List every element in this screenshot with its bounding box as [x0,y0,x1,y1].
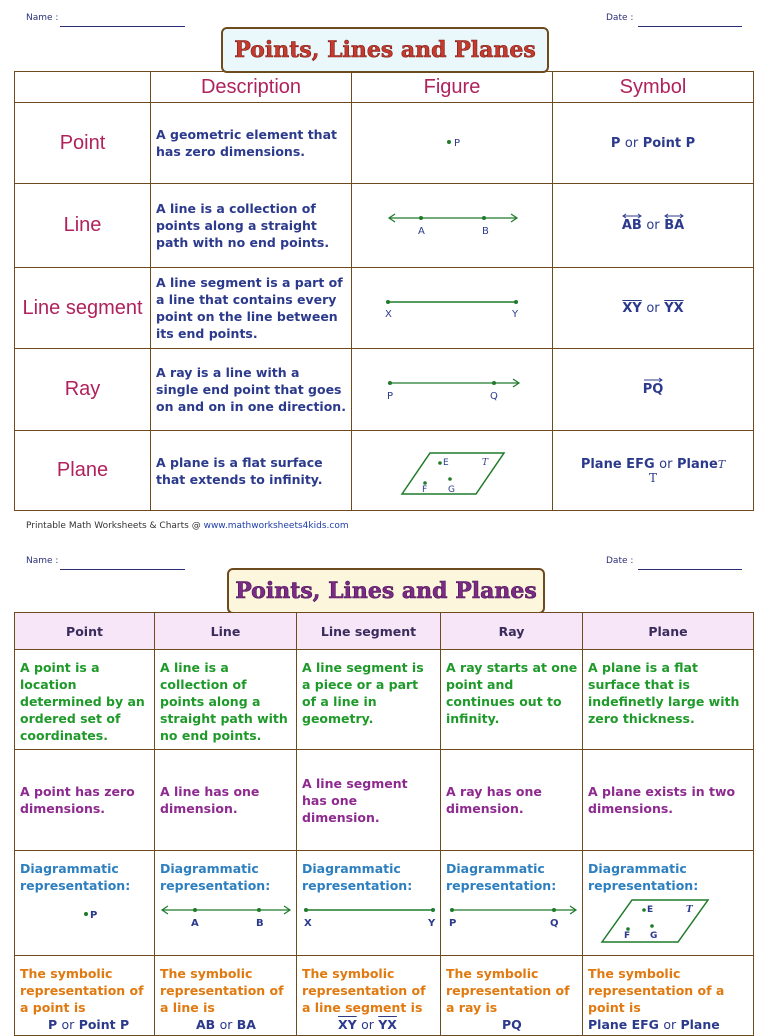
symbol-point [553,103,754,184]
symbolic-segment-value: $\overline{XY}$ or $\overline{YX}$ [338,1017,397,1032]
plane-diagram-t: T [686,905,693,915]
figure-point [352,103,553,184]
symbolic-point-value: P or Point P [48,1017,130,1032]
diagram-line [155,851,297,956]
symbolic-line-value: AB or BA [196,1017,256,1032]
segment-diagram-y: Y [428,918,436,929]
line-label-a: A [418,225,425,237]
table-row [15,184,754,268]
symbol-ray [553,349,754,431]
term-line: Line [15,184,151,268]
symbol-plane [553,431,754,511]
table-row [15,431,754,511]
diagram-ray [441,851,583,956]
footer [26,521,349,531]
date-label-2: Date : [606,556,634,566]
diagram-line-segment [297,851,441,956]
desc-ray: A ray is a line with a single end point that goes on and on in one direction. [151,349,352,431]
dimension-line: A line has one dimension. [155,750,297,851]
symbol-or: or [659,457,673,472]
header-blank [15,72,151,103]
symbolic-line: The symbolic representation of a line is AB or BA [155,956,297,1036]
dimension-point: A point has zero dimensions. [15,750,155,851]
line-label-b: B [482,225,489,237]
diagram-row [15,851,754,956]
page-title-2: Points, Lines and Planes [227,568,545,614]
symbol-a: $\overline{XY}$ [622,300,642,316]
ray-symbol-pq: PQ [643,382,664,397]
definition-ray: A ray starts at one point and continues out to infinity. [441,650,583,750]
ray-figure-icon [352,368,552,408]
line-diagram-b: B [256,918,264,929]
point-figure-icon [352,121,552,161]
diagram-label: Diagrammatic representation: [302,861,413,893]
point-dot [447,140,451,144]
name-label-2: Name : [26,556,59,566]
diagram-label: Diagrammatic representation: [446,861,557,893]
symbol-or: or [624,135,639,151]
ray-diagram-icon [446,900,578,930]
ray-label-q: Q [490,390,498,402]
line-diagram-a: A [191,918,199,929]
terms-table [14,71,754,511]
term-point: Point [15,103,151,184]
symbol-a: P [610,135,621,151]
diagram-point [15,851,155,956]
symbolic-line-segment: The symbolic representation of a line segment is $\overline{XY}$ or $\overline{YX}$ [297,956,441,1036]
figure-plane [352,431,553,511]
plane-symbol-t: T [717,458,726,471]
line-diagram-icon [160,900,292,930]
symbolic-ray: The symbolic representation of a ray is PQ [441,956,583,1036]
header-point: Point [15,613,155,650]
desc-point: A geometric element that has zero dimensions. [151,103,352,184]
plane-diagram-f: F [624,931,631,941]
symbol-line [553,184,754,268]
dimension-line-segment: A line segment has one dimension. [297,750,441,851]
date-field[interactable] [638,26,742,27]
plane-label-e: E [443,457,449,468]
plane-symbol-t2: T [648,471,657,485]
desc-line-segment: A line segment is a part of a line that contains every point on the line between its end points. [151,268,352,349]
footer-link[interactable]: www.mathworksheets4kids.com [203,521,349,531]
date-field-2[interactable] [638,569,742,570]
symbolic-point: The symbolic representation of a point is P or Point P [15,956,155,1036]
point-diagram-icon [20,900,150,930]
plane-figure-icon [352,439,552,499]
symbol-b: Plane [677,457,718,472]
diagram-label: Diagrammatic representation: [20,861,131,893]
segment-diagram-x: X [304,918,312,929]
header-ray: Ray [441,613,583,650]
diagram-plane [583,851,754,956]
definition-point: A point is a location determined by an ordered set of coordinates. [15,650,155,750]
segment-figure-icon [352,286,552,326]
name-field-2[interactable] [60,569,185,570]
header-description: Description [151,72,352,103]
dimension-plane: A plane exists in two dimensions. [583,750,754,851]
definition-line: A line is a collection of points along a straight path with no end points. [155,650,297,750]
figure-line [352,184,553,268]
plane-label-g: G [448,484,455,495]
plane-label-t: T [482,457,489,468]
dimension-row [15,750,754,851]
desc-plane: A plane is a flat surface that extends to infinity. [151,431,352,511]
header-plane: Plane [583,613,754,650]
segment-label-x: X [385,309,392,320]
figure-line-segment [352,268,553,349]
ray-diagram-p: P [449,918,457,929]
symbol-or: or [646,300,660,316]
symbolic-ray-value: PQ [502,1017,522,1032]
symbol-b: Point P [642,135,696,151]
segment-label-y: Y [512,309,519,320]
diagram-label: Diagrammatic representation: [160,861,271,893]
page-title: Points, Lines and Planes [221,27,549,73]
name-label: Name : [26,13,59,23]
plane-label-f: F [422,484,428,495]
plane-diagram-e: E [647,905,654,915]
footer-text: Printable Math Worksheets & Charts @ [26,521,201,531]
symbol-a: Plane EFG [580,457,655,472]
header-line-segment: Line segment [297,613,441,650]
header-symbol: Symbol [553,72,754,103]
point-diagram-label: P [90,910,98,921]
segment-diagram-icon [302,900,436,930]
line-figure-icon [352,204,552,244]
figure-ray [352,349,553,431]
definition-plane: A plane is a flat surface that is indefinetly large with zero thickness. [583,650,754,750]
line-symbol-ab: AB [622,218,642,233]
table-row [15,268,754,349]
symbol-line-segment [553,268,754,349]
diagram-label: Diagrammatic representation: [588,861,699,893]
ray-diagram-q: Q [550,918,559,929]
symbol-or: or [646,218,660,233]
term-line-segment: Line segment [15,268,151,349]
definition-row [15,650,754,750]
point-label: P [454,138,461,149]
desc-line: A line is a collection of points along a straight path with no end points. [151,184,352,268]
date-label: Date : [606,13,634,23]
plane-diagram-icon [588,894,728,946]
symbolic-plane: The symbolic representation of a point is Plane EFG or Plane [583,956,754,1036]
table-row [15,103,754,184]
plane-diagram-g: G [650,931,658,941]
dimension-ray: A ray has one dimension. [441,750,583,851]
symbol-b: $\overline{YX}$ [664,300,684,316]
table-row [15,349,754,431]
name-field[interactable] [60,26,185,27]
header-line: Line [155,613,297,650]
header-figure: Figure [352,72,553,103]
term-plane: Plane [15,431,151,511]
concepts-table [14,612,754,1036]
line-symbol-ba: BA [664,218,684,233]
term-ray: Ray [15,349,151,431]
ray-label-p: P [387,390,394,402]
definition-line-segment: A line segment is a piece or a part of a line in geometry. [297,650,441,750]
symbolic-plane-value: Plane EFG or Plane [588,1017,720,1032]
